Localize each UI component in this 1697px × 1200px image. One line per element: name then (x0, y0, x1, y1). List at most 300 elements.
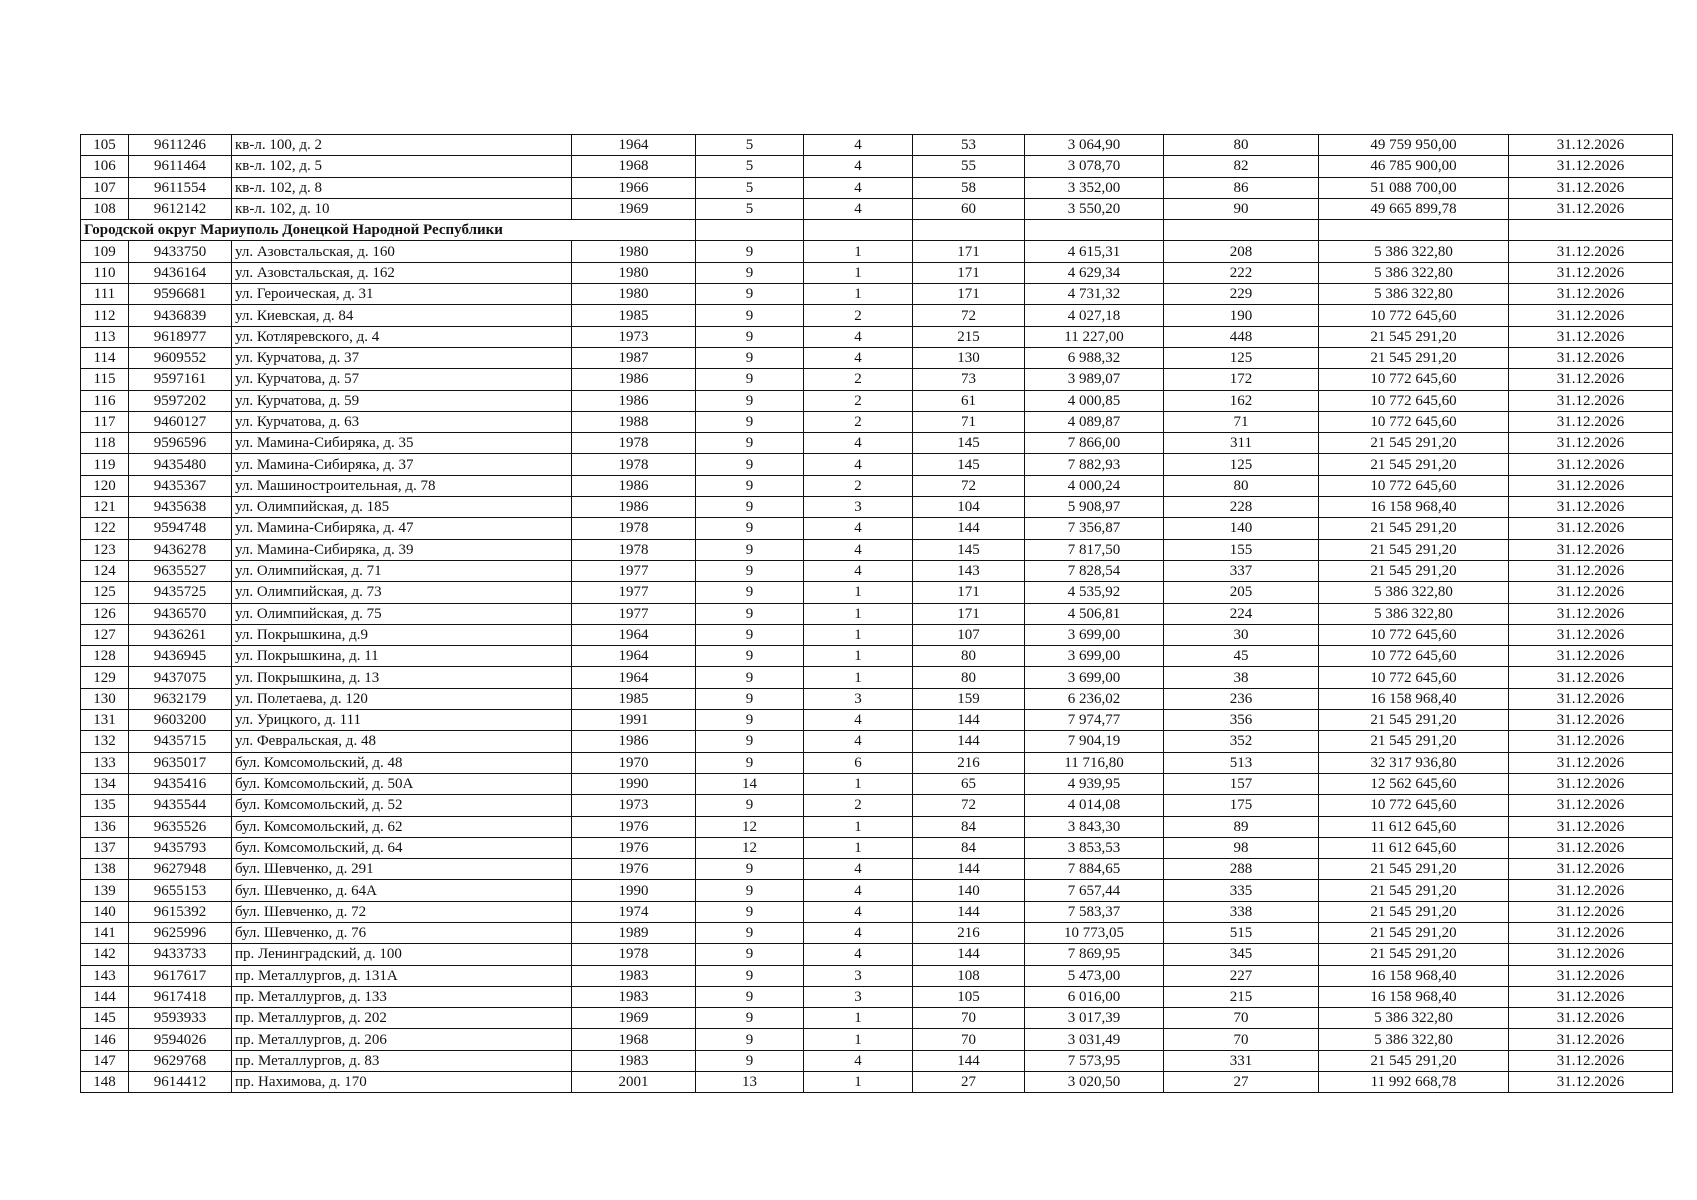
area-cell: 11 716,80 (1025, 752, 1164, 773)
row-number-cell: 145 (81, 1008, 129, 1029)
floors-cell: 9 (696, 965, 804, 986)
apartments-cell: 72 (913, 795, 1025, 816)
amount-cell: 46 785 900,00 (1319, 156, 1509, 177)
residents-cell: 89 (1164, 816, 1319, 837)
floors-cell: 9 (696, 795, 804, 816)
deadline-cell: 31.12.2026 (1509, 326, 1673, 347)
address-cell: бул. Комсомольский, д. 48 (232, 752, 572, 773)
residents-cell: 27 (1164, 1072, 1319, 1093)
apartments-cell: 144 (913, 731, 1025, 752)
row-number-cell: 109 (81, 241, 129, 262)
area-cell: 5 908,97 (1025, 497, 1164, 518)
table-row (81, 369, 1673, 390)
deadline-cell: 31.12.2026 (1509, 944, 1673, 965)
row-number-cell: 128 (81, 646, 129, 667)
year-built-cell: 1973 (572, 326, 696, 347)
row-number-cell: 125 (81, 582, 129, 603)
amount-cell: 5 386 322,80 (1319, 1008, 1509, 1029)
floors-cell: 9 (696, 475, 804, 496)
floors-cell: 9 (696, 1029, 804, 1050)
row-number-cell: 130 (81, 688, 129, 709)
amount-cell: 21 545 291,20 (1319, 880, 1509, 901)
deadline-cell: 31.12.2026 (1509, 518, 1673, 539)
amount-cell: 21 545 291,20 (1319, 518, 1509, 539)
year-built-cell: 1977 (572, 603, 696, 624)
floors-cell: 9 (696, 560, 804, 581)
entrances-cell: 1 (804, 1008, 913, 1029)
row-number-cell: 124 (81, 560, 129, 581)
year-built-cell: 1988 (572, 411, 696, 432)
deadline-cell: 31.12.2026 (1509, 816, 1673, 837)
row-number-cell: 120 (81, 475, 129, 496)
row-number-cell: 115 (81, 369, 129, 390)
building-id-cell: 9435367 (129, 475, 232, 496)
area-cell: 3 989,07 (1025, 369, 1164, 390)
row-number-cell: 136 (81, 816, 129, 837)
deadline-cell: 31.12.2026 (1509, 688, 1673, 709)
building-id-cell: 9597161 (129, 369, 232, 390)
deadline-cell: 31.12.2026 (1509, 965, 1673, 986)
table-row (81, 688, 1673, 709)
year-built-cell: 1986 (572, 369, 696, 390)
amount-cell: 5 386 322,80 (1319, 582, 1509, 603)
residents-cell: 140 (1164, 518, 1319, 539)
deadline-cell: 31.12.2026 (1509, 433, 1673, 454)
building-id-cell: 9593933 (129, 1008, 232, 1029)
table-row (81, 986, 1673, 1007)
residents-cell: 352 (1164, 731, 1319, 752)
section-header (81, 220, 1673, 241)
address-cell: ул. Олимпийская, д. 71 (232, 560, 572, 581)
address-cell: ул. Киевская, д. 84 (232, 305, 572, 326)
row-number-cell: 131 (81, 710, 129, 731)
address-cell: ул. Урицкого, д. 111 (232, 710, 572, 731)
building-id-cell: 9635527 (129, 560, 232, 581)
table-row (81, 177, 1673, 198)
amount-cell: 49 759 950,00 (1319, 135, 1509, 156)
apartments-cell: 70 (913, 1008, 1025, 1029)
entrances-cell: 3 (804, 965, 913, 986)
deadline-cell: 31.12.2026 (1509, 347, 1673, 368)
deadline-cell: 31.12.2026 (1509, 582, 1673, 603)
row-number-cell: 147 (81, 1050, 129, 1071)
address-cell: ул. Покрышкина, д. 11 (232, 646, 572, 667)
year-built-cell: 1986 (572, 475, 696, 496)
table-row (81, 795, 1673, 816)
year-built-cell: 1966 (572, 177, 696, 198)
building-id-cell: 9635017 (129, 752, 232, 773)
year-built-cell: 1970 (572, 752, 696, 773)
year-built-cell: 1985 (572, 688, 696, 709)
apartments-cell: 144 (913, 1050, 1025, 1071)
area-cell: 4 939,95 (1025, 773, 1164, 794)
building-id-cell: 9436278 (129, 539, 232, 560)
floors-cell: 9 (696, 497, 804, 518)
year-built-cell: 1991 (572, 710, 696, 731)
apartments-cell: 58 (913, 177, 1025, 198)
apartments-cell: 108 (913, 965, 1025, 986)
table-row (81, 475, 1673, 496)
residents-cell: 338 (1164, 901, 1319, 922)
apartments-cell: 140 (913, 880, 1025, 901)
entrances-cell: 2 (804, 475, 913, 496)
apartments-cell: 72 (913, 475, 1025, 496)
table-row (81, 646, 1673, 667)
year-built-cell: 1985 (572, 305, 696, 326)
residents-cell: 236 (1164, 688, 1319, 709)
row-number-cell: 144 (81, 986, 129, 1007)
row-number-cell: 126 (81, 603, 129, 624)
address-cell: ул. Февральская, д. 48 (232, 731, 572, 752)
year-built-cell: 1983 (572, 1050, 696, 1071)
building-id-cell: 9436945 (129, 646, 232, 667)
row-number-cell: 114 (81, 347, 129, 368)
residents-cell: 172 (1164, 369, 1319, 390)
area-cell: 7 356,87 (1025, 518, 1164, 539)
amount-cell: 16 158 968,40 (1319, 965, 1509, 986)
year-built-cell: 1983 (572, 986, 696, 1007)
apartments-cell: 27 (913, 1072, 1025, 1093)
residents-cell: 71 (1164, 411, 1319, 432)
apartments-cell: 105 (913, 986, 1025, 1007)
area-cell: 3 699,00 (1025, 646, 1164, 667)
entrances-cell: 1 (804, 603, 913, 624)
entrances-cell: 4 (804, 454, 913, 475)
table-row (81, 433, 1673, 454)
amount-cell: 21 545 291,20 (1319, 539, 1509, 560)
apartments-cell: 65 (913, 773, 1025, 794)
entrances-cell: 4 (804, 901, 913, 922)
deadline-cell: 31.12.2026 (1509, 475, 1673, 496)
address-cell: пр. Ленинградский, д. 100 (232, 944, 572, 965)
year-built-cell: 1986 (572, 390, 696, 411)
year-built-cell: 1964 (572, 624, 696, 645)
apartments-cell: 171 (913, 284, 1025, 305)
address-cell: кв-л. 102, д. 8 (232, 177, 572, 198)
deadline-cell: 31.12.2026 (1509, 731, 1673, 752)
address-cell: бул. Комсомольский, д. 50А (232, 773, 572, 794)
building-id-cell: 9435480 (129, 454, 232, 475)
residents-cell: 175 (1164, 795, 1319, 816)
deadline-cell: 31.12.2026 (1509, 1072, 1673, 1093)
floors-cell: 5 (696, 156, 804, 177)
table-row (81, 497, 1673, 518)
table-row (81, 135, 1673, 156)
residents-cell: 162 (1164, 390, 1319, 411)
area-cell: 7 657,44 (1025, 880, 1164, 901)
floors-cell: 9 (696, 901, 804, 922)
residents-cell: 80 (1164, 135, 1319, 156)
amount-cell: 21 545 291,20 (1319, 944, 1509, 965)
floors-cell: 9 (696, 433, 804, 454)
building-id-cell: 9617418 (129, 986, 232, 1007)
residents-cell: 90 (1164, 198, 1319, 219)
table-row (81, 411, 1673, 432)
year-built-cell: 1986 (572, 497, 696, 518)
apartments-cell: 130 (913, 347, 1025, 368)
row-number-cell: 148 (81, 1072, 129, 1093)
row-number-cell: 139 (81, 880, 129, 901)
table-row (81, 773, 1673, 794)
table-row (81, 582, 1673, 603)
entrances-cell: 4 (804, 198, 913, 219)
address-cell: кв-л. 102, д. 5 (232, 156, 572, 177)
floors-cell: 9 (696, 859, 804, 880)
building-id-cell: 9611464 (129, 156, 232, 177)
row-number-cell: 138 (81, 859, 129, 880)
floors-cell: 9 (696, 454, 804, 475)
building-id-cell: 9615392 (129, 901, 232, 922)
area-cell: 10 773,05 (1025, 922, 1164, 943)
building-id-cell: 9460127 (129, 411, 232, 432)
amount-cell: 5 386 322,80 (1319, 262, 1509, 283)
section-filler-cell (1164, 220, 1319, 241)
year-built-cell: 1987 (572, 347, 696, 368)
floors-cell: 9 (696, 880, 804, 901)
apartments-cell: 61 (913, 390, 1025, 411)
building-id-cell: 9655153 (129, 880, 232, 901)
entrances-cell: 4 (804, 1050, 913, 1071)
amount-cell: 21 545 291,20 (1319, 1050, 1509, 1071)
table-row (81, 710, 1673, 731)
table-row (81, 944, 1673, 965)
floors-cell: 9 (696, 411, 804, 432)
building-id-cell: 9436164 (129, 262, 232, 283)
year-built-cell: 1974 (572, 901, 696, 922)
area-cell: 3 699,00 (1025, 667, 1164, 688)
address-cell: бул. Комсомольский, д. 52 (232, 795, 572, 816)
row-number-cell: 142 (81, 944, 129, 965)
apartments-cell: 70 (913, 1029, 1025, 1050)
entrances-cell: 1 (804, 816, 913, 837)
year-built-cell: 1978 (572, 539, 696, 560)
table-row (81, 454, 1673, 475)
entrances-cell: 4 (804, 944, 913, 965)
apartments-cell: 80 (913, 667, 1025, 688)
entrances-cell: 1 (804, 646, 913, 667)
building-id-cell: 9433733 (129, 944, 232, 965)
apartments-cell: 80 (913, 646, 1025, 667)
row-number-cell: 123 (81, 539, 129, 560)
area-cell: 3 843,30 (1025, 816, 1164, 837)
table-row (81, 752, 1673, 773)
year-built-cell: 1977 (572, 582, 696, 603)
residents-cell: 208 (1164, 241, 1319, 262)
residents-cell: 224 (1164, 603, 1319, 624)
floors-cell: 9 (696, 986, 804, 1007)
apartments-cell: 145 (913, 539, 1025, 560)
amount-cell: 32 317 936,80 (1319, 752, 1509, 773)
row-number-cell: 127 (81, 624, 129, 645)
entrances-cell: 1 (804, 582, 913, 603)
building-id-cell: 9435638 (129, 497, 232, 518)
row-number-cell: 121 (81, 497, 129, 518)
apartments-cell: 84 (913, 816, 1025, 837)
entrances-cell: 4 (804, 560, 913, 581)
year-built-cell: 1978 (572, 454, 696, 475)
deadline-cell: 31.12.2026 (1509, 284, 1673, 305)
entrances-cell: 4 (804, 880, 913, 901)
amount-cell: 10 772 645,60 (1319, 305, 1509, 326)
year-built-cell: 1978 (572, 433, 696, 454)
entrances-cell: 1 (804, 262, 913, 283)
section-title: Городской округ Мариуполь Донецкой Народной Республики (81, 220, 696, 241)
residents-cell: 222 (1164, 262, 1319, 283)
row-number-cell: 113 (81, 326, 129, 347)
apartments-cell: 144 (913, 859, 1025, 880)
residents-cell: 513 (1164, 752, 1319, 773)
amount-cell: 10 772 645,60 (1319, 624, 1509, 645)
rows-before-section (81, 135, 1673, 220)
deadline-cell: 31.12.2026 (1509, 603, 1673, 624)
area-cell: 3 064,90 (1025, 135, 1164, 156)
year-built-cell: 1989 (572, 922, 696, 943)
row-number-cell: 107 (81, 177, 129, 198)
building-id-cell: 9632179 (129, 688, 232, 709)
row-number-cell: 106 (81, 156, 129, 177)
entrances-cell: 4 (804, 156, 913, 177)
row-number-cell: 111 (81, 284, 129, 305)
address-cell: ул. Покрышкина, д. 13 (232, 667, 572, 688)
amount-cell: 21 545 291,20 (1319, 347, 1509, 368)
residents-cell: 229 (1164, 284, 1319, 305)
table-row (81, 837, 1673, 858)
entrances-cell: 2 (804, 369, 913, 390)
amount-cell: 10 772 645,60 (1319, 475, 1509, 496)
area-cell: 6 988,32 (1025, 347, 1164, 368)
apartments-cell: 84 (913, 837, 1025, 858)
year-built-cell: 1964 (572, 667, 696, 688)
table-row (81, 1072, 1673, 1093)
apartments-cell: 72 (913, 305, 1025, 326)
deadline-cell: 31.12.2026 (1509, 752, 1673, 773)
deadline-cell: 31.12.2026 (1509, 262, 1673, 283)
address-cell: ул. Котляревского, д. 4 (232, 326, 572, 347)
address-cell: ул. Курчатова, д. 63 (232, 411, 572, 432)
amount-cell: 21 545 291,20 (1319, 901, 1509, 922)
entrances-cell: 4 (804, 731, 913, 752)
floors-cell: 9 (696, 710, 804, 731)
deadline-cell: 31.12.2026 (1509, 880, 1673, 901)
residents-cell: 70 (1164, 1008, 1319, 1029)
building-id-cell: 9614412 (129, 1072, 232, 1093)
area-cell: 7 866,00 (1025, 433, 1164, 454)
area-cell: 4 000,24 (1025, 475, 1164, 496)
area-cell: 7 573,95 (1025, 1050, 1164, 1071)
address-cell: ул. Курчатова, д. 37 (232, 347, 572, 368)
table-row (81, 390, 1673, 411)
amount-cell: 5 386 322,80 (1319, 284, 1509, 305)
apartments-cell: 53 (913, 135, 1025, 156)
year-built-cell: 1980 (572, 241, 696, 262)
table-row (81, 922, 1673, 943)
apartments-cell: 144 (913, 518, 1025, 539)
area-cell: 3 017,39 (1025, 1008, 1164, 1029)
amount-cell: 10 772 645,60 (1319, 795, 1509, 816)
area-cell: 4 615,31 (1025, 241, 1164, 262)
year-built-cell: 1968 (572, 156, 696, 177)
deadline-cell: 31.12.2026 (1509, 539, 1673, 560)
address-cell: бул. Комсомольский, д. 62 (232, 816, 572, 837)
section-filler-cell (1319, 220, 1509, 241)
amount-cell: 16 158 968,40 (1319, 688, 1509, 709)
row-number-cell: 132 (81, 731, 129, 752)
floors-cell: 5 (696, 135, 804, 156)
year-built-cell: 1969 (572, 1008, 696, 1029)
year-built-cell: 1976 (572, 837, 696, 858)
amount-cell: 12 562 645,60 (1319, 773, 1509, 794)
floors-cell: 9 (696, 646, 804, 667)
deadline-cell: 31.12.2026 (1509, 369, 1673, 390)
amount-cell: 5 386 322,80 (1319, 241, 1509, 262)
floors-cell: 12 (696, 837, 804, 858)
section-row (81, 220, 1673, 241)
building-id-cell: 9594026 (129, 1029, 232, 1050)
apartments-cell: 73 (913, 369, 1025, 390)
floors-cell: 9 (696, 922, 804, 943)
amount-cell: 10 772 645,60 (1319, 369, 1509, 390)
floors-cell: 9 (696, 305, 804, 326)
table-row (81, 326, 1673, 347)
buildings-table (80, 134, 1673, 1093)
building-id-cell: 9597202 (129, 390, 232, 411)
apartments-cell: 216 (913, 922, 1025, 943)
apartments-cell: 104 (913, 497, 1025, 518)
table-row (81, 731, 1673, 752)
row-number-cell: 129 (81, 667, 129, 688)
deadline-cell: 31.12.2026 (1509, 305, 1673, 326)
floors-cell: 9 (696, 603, 804, 624)
residents-cell: 228 (1164, 497, 1319, 518)
apartments-cell: 71 (913, 411, 1025, 432)
year-built-cell: 1977 (572, 560, 696, 581)
entrances-cell: 2 (804, 795, 913, 816)
address-cell: ул. Курчатова, д. 57 (232, 369, 572, 390)
apartments-cell: 159 (913, 688, 1025, 709)
section-filler-cell (696, 220, 804, 241)
area-cell: 4 014,08 (1025, 795, 1164, 816)
table-row (81, 539, 1673, 560)
year-built-cell: 1986 (572, 731, 696, 752)
deadline-cell: 31.12.2026 (1509, 135, 1673, 156)
deadline-cell: 31.12.2026 (1509, 411, 1673, 432)
deadline-cell: 31.12.2026 (1509, 241, 1673, 262)
year-built-cell: 2001 (572, 1072, 696, 1093)
floors-cell: 9 (696, 518, 804, 539)
entrances-cell: 1 (804, 241, 913, 262)
address-cell: ул. Мамина-Сибиряка, д. 39 (232, 539, 572, 560)
deadline-cell: 31.12.2026 (1509, 1029, 1673, 1050)
deadline-cell: 31.12.2026 (1509, 560, 1673, 581)
apartments-cell: 144 (913, 944, 1025, 965)
apartments-cell: 171 (913, 603, 1025, 624)
residents-cell: 125 (1164, 347, 1319, 368)
row-number-cell: 110 (81, 262, 129, 283)
amount-cell: 49 665 899,78 (1319, 198, 1509, 219)
entrances-cell: 1 (804, 773, 913, 794)
address-cell: бул. Комсомольский, д. 64 (232, 837, 572, 858)
apartments-cell: 143 (913, 560, 1025, 581)
building-id-cell: 9596596 (129, 433, 232, 454)
row-number-cell: 112 (81, 305, 129, 326)
amount-cell: 5 386 322,80 (1319, 1029, 1509, 1050)
entrances-cell: 1 (804, 1029, 913, 1050)
row-number-cell: 146 (81, 1029, 129, 1050)
floors-cell: 9 (696, 731, 804, 752)
residents-cell: 30 (1164, 624, 1319, 645)
residents-cell: 335 (1164, 880, 1319, 901)
area-cell: 4 629,34 (1025, 262, 1164, 283)
